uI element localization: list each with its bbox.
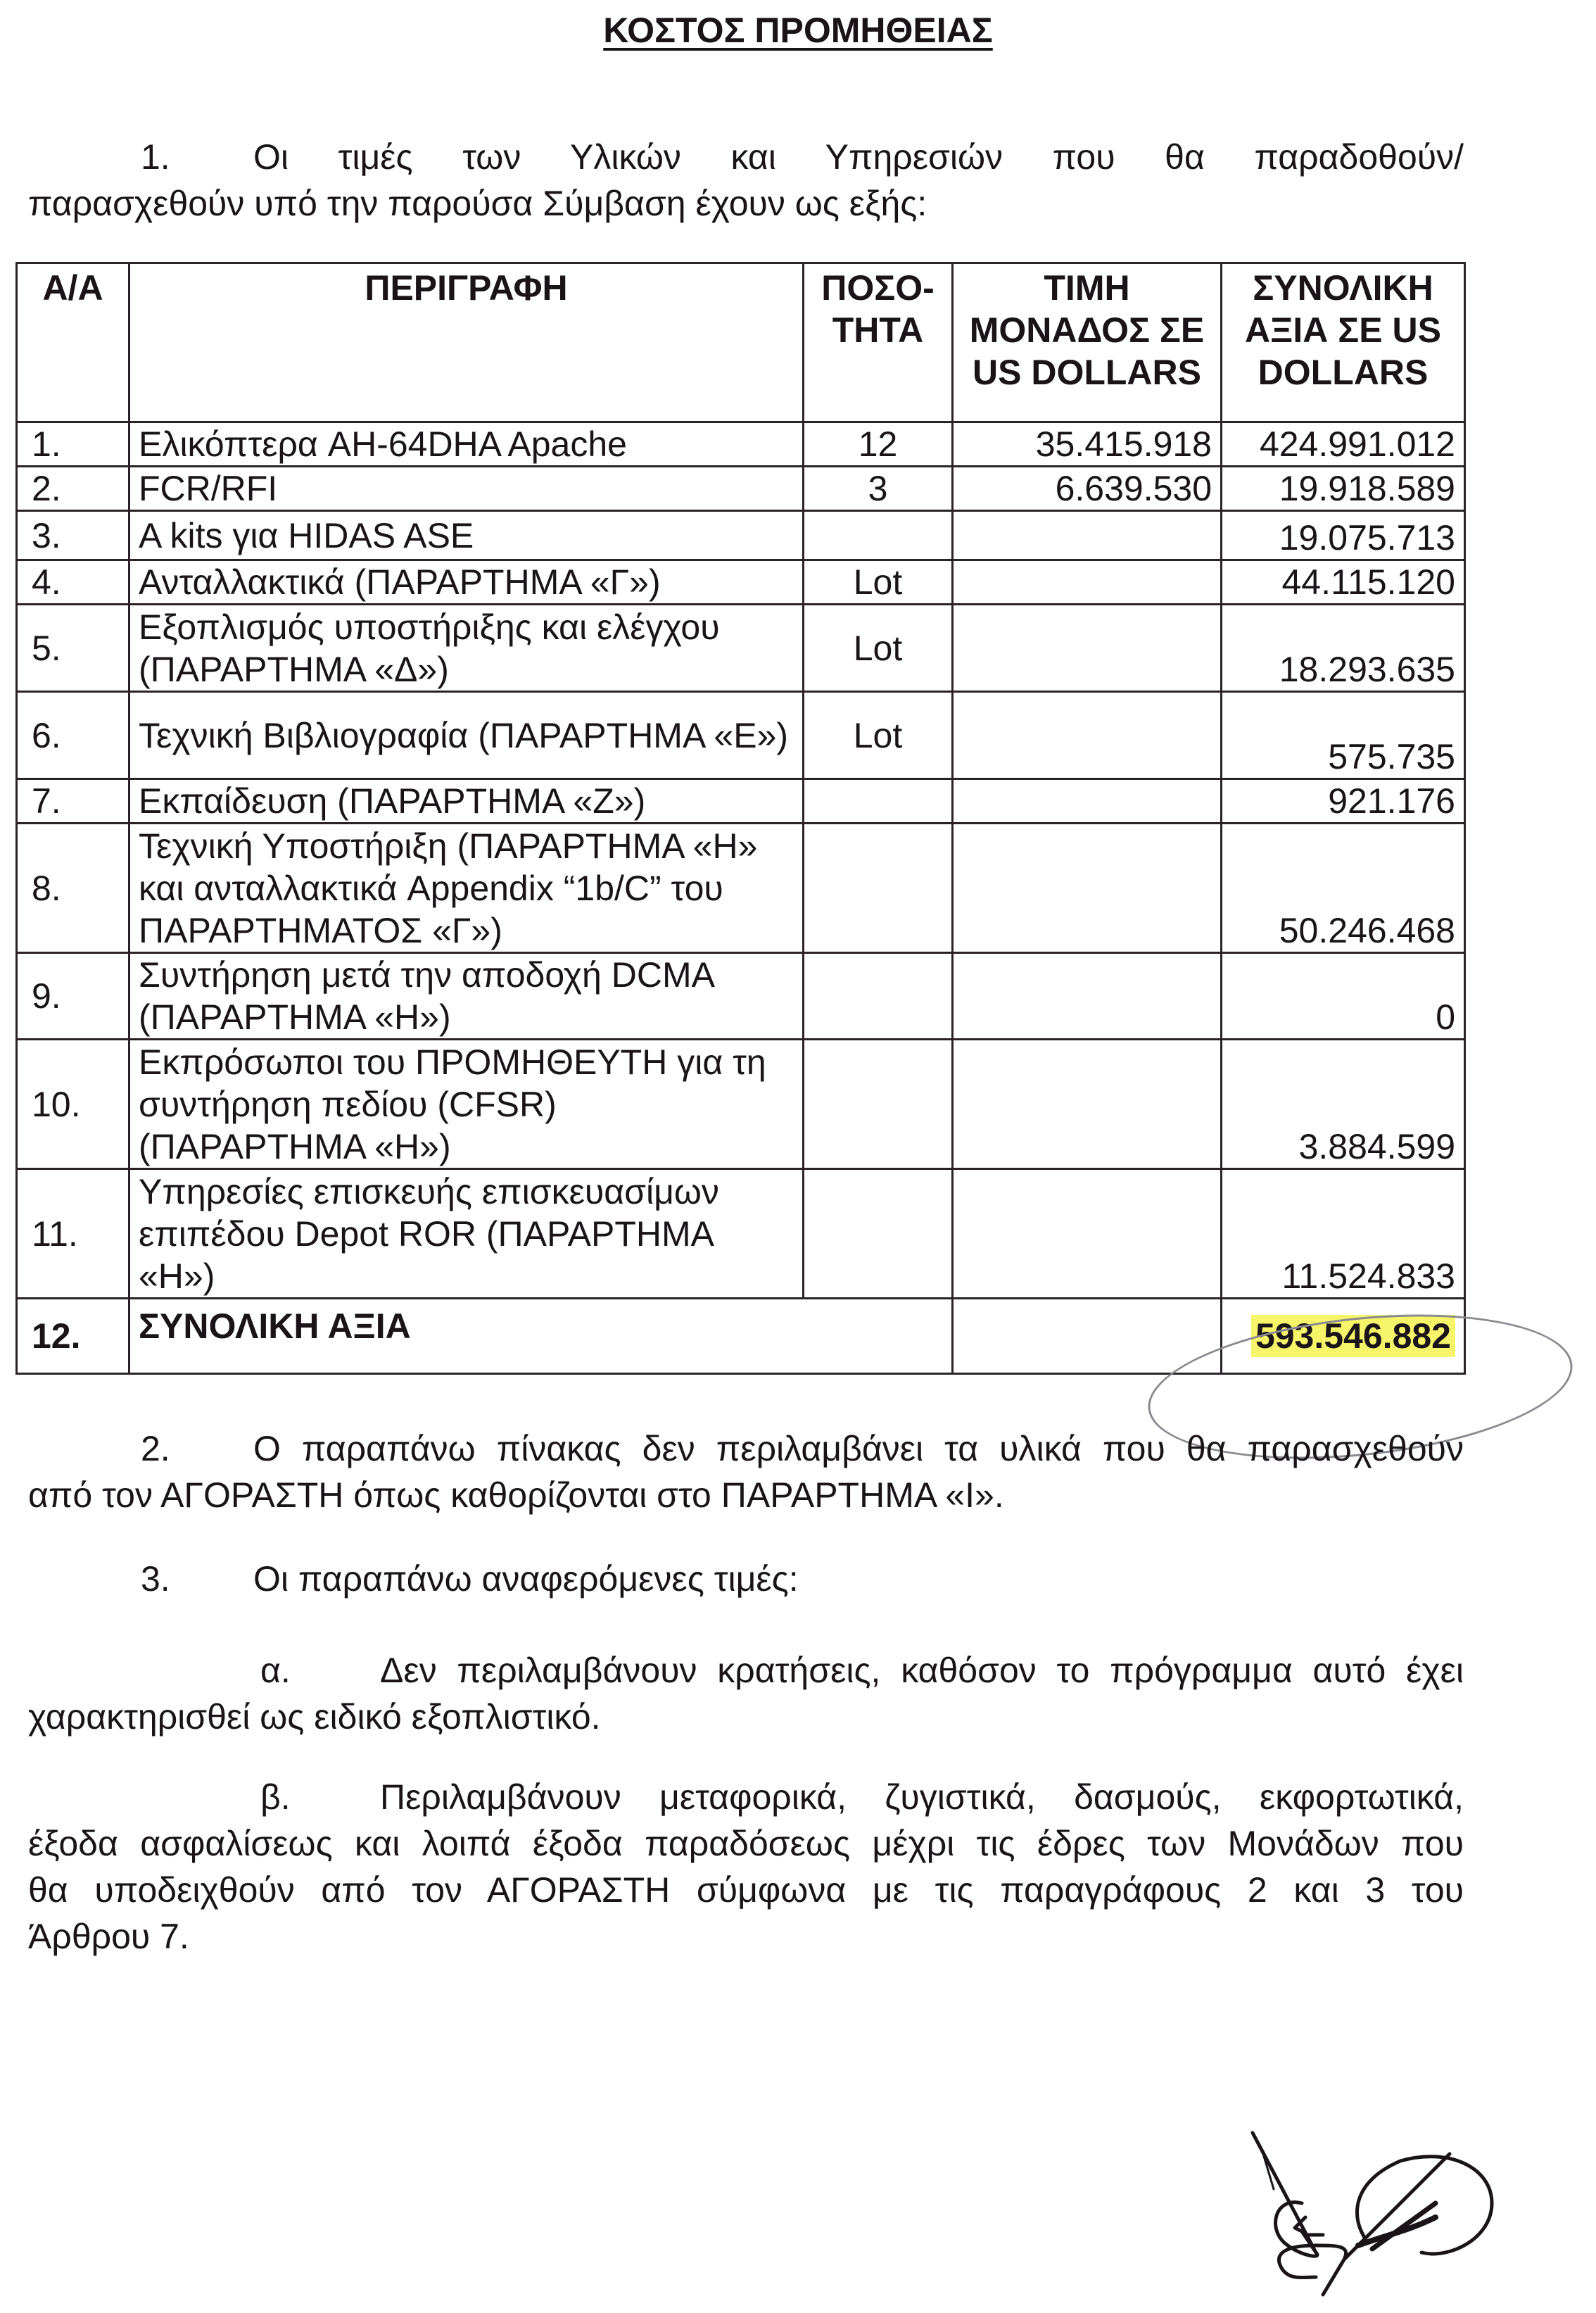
header-total-value: ΣΥΝΟΛΙΚΗ ΑΞΙΑ ΣΕ US DOLLARS — [1222, 263, 1465, 422]
row-unit-price — [953, 779, 1222, 824]
row-description: Ανταλλακτικά (ΠΑΡΑΡΤΗΜΑ «Γ») — [129, 560, 804, 605]
table-header-row — [17, 263, 1465, 422]
row-quantity: 12 — [804, 422, 953, 467]
paragraph-1 — [28, 134, 1464, 227]
row-unit-price — [953, 824, 1222, 953]
table-row — [17, 560, 1465, 605]
row-total: 19.075.713 — [1222, 511, 1465, 560]
sub-paragraph-a — [28, 1647, 1464, 1740]
row-total: 50.246.468 — [1222, 824, 1465, 953]
paragraph-2-number: 2. — [141, 1429, 170, 1468]
row-quantity — [804, 511, 953, 560]
sub-paragraph-a-label: α. — [260, 1651, 291, 1690]
paragraph-1-line-2: παρασχεθούν υπό την παρούσα Σύμβαση έχουν ως εξής: — [28, 184, 927, 223]
row-unit-price — [953, 560, 1222, 605]
row-total: 3.884.599 — [1222, 1040, 1465, 1169]
row-quantity — [804, 779, 953, 824]
table-row — [17, 422, 1465, 467]
table-row — [17, 824, 1465, 953]
paragraph-2-line-1: Ο παραπάνω πίνακας δεν περιλαμβάνει τα υλικά που θα παρασχεθούν — [253, 1429, 1464, 1468]
row-description: Εκπαίδευση (ΠΑΡΑΡΤΗΜΑ «Ζ») — [129, 779, 804, 824]
row-quantity — [804, 824, 953, 953]
row-aa: 4. — [17, 560, 129, 605]
header-aa: Α/Α — [17, 263, 129, 422]
row-quantity: Lot — [804, 560, 953, 605]
row-aa: 10. — [17, 1040, 129, 1169]
sub-paragraph-b-label: β. — [260, 1777, 291, 1817]
row-unit-price: 35.415.918 — [953, 422, 1222, 467]
paragraph-1-number: 1. — [141, 137, 170, 177]
row-total: 921.176 — [1222, 779, 1465, 824]
row-description: Εξοπλισμός υποστήριξης και ελέγχου (ΠΑΡΑΡΤΗΜΑ «Δ») — [129, 605, 804, 692]
table-row — [17, 1040, 1465, 1169]
row-total: 19.918.589 — [1222, 467, 1465, 511]
row-description: Συντήρηση μετά την αποδοχή DCMA (ΠΑΡΑΡΤΗΜΑ «Η») — [129, 953, 804, 1040]
title-text: ΚΟΣΤΟΣ ΠΡΟΜΗΘΕΙΑΣ — [603, 11, 993, 50]
paragraph-1-line-1: 1. Οι τιμές των Υλικών και Υπηρεσιών που θα παραδοθούν/ — [28, 134, 1464, 180]
header-description: ΠΕΡΙΓΡΑΦΗ — [129, 263, 804, 422]
document-title — [0, 10, 1596, 51]
total-row-value-cell — [1222, 1299, 1465, 1374]
row-unit-price — [953, 692, 1222, 779]
row-aa: 3. — [17, 511, 129, 560]
total-row-unit-empty — [953, 1299, 1222, 1374]
paragraph-2-line-2: από τον ΑΓΟΡΑΣΤΗ όπως καθορίζονται στο ΠΑΡΑΡΤΗΜΑ «Ι». — [28, 1475, 1004, 1515]
signature-icon — [1224, 2112, 1548, 2309]
cost-table — [15, 262, 1466, 1375]
header-unit-price: ΤΙΜΗ ΜΟΝΑΔΟΣ ΣΕ US DOLLARS — [953, 263, 1222, 422]
row-quantity: Lot — [804, 692, 953, 779]
row-total: 575.735 — [1222, 692, 1465, 779]
row-aa: 11. — [17, 1169, 129, 1299]
row-unit-price — [953, 605, 1222, 692]
sub-paragraph-b-line-2: έξοδα ασφαλίσεως και λοιπά έξοδα παραδόσεως μέχρι τις έδρες των Μονάδων που — [28, 1824, 1464, 1863]
sub-paragraph-b-line-3: θα υποδειχθούν από τον ΑΓΟΡΑΣΤΗ σύμφωνα με τις παραγράφους 2 και 3 του — [28, 1870, 1464, 1910]
row-total: 44.115.120 — [1222, 560, 1465, 605]
row-quantity — [804, 1040, 953, 1169]
row-quantity — [804, 1169, 953, 1299]
table-row — [17, 953, 1465, 1040]
row-description: Ελικόπτερα AH-64DHA Apache — [129, 422, 804, 467]
row-total: 0 — [1222, 953, 1465, 1040]
row-total: 11.524.833 — [1222, 1169, 1465, 1299]
row-total: 18.293.635 — [1222, 605, 1465, 692]
total-row-aa: 12. — [17, 1299, 129, 1374]
sub-paragraph-b-line-1: Περιλαμβάνουν μεταφορικά, ζυγιστικά, δασμούς, εκφορτωτικά, — [380, 1777, 1464, 1817]
row-quantity: 3 — [804, 467, 953, 511]
row-aa: 1. — [17, 422, 129, 467]
table-row — [17, 511, 1465, 560]
row-unit-price — [953, 1040, 1222, 1169]
row-unit-price: 6.639.530 — [953, 467, 1222, 511]
header-quantity: ΠΟΣΟ-ΤΗΤΑ — [804, 263, 953, 422]
row-aa: 5. — [17, 605, 129, 692]
table-row — [17, 1169, 1465, 1299]
row-description: A kits για HIDAS ASE — [129, 511, 804, 560]
grand-total-highlighted: 593.546.882 — [1251, 1315, 1455, 1357]
paragraph-3 — [28, 1556, 1464, 1602]
row-unit-price — [953, 1169, 1222, 1299]
total-row — [17, 1299, 1465, 1374]
row-aa: 9. — [17, 953, 129, 1040]
row-description: Τεχνική Βιβλιογραφία (ΠΑΡΑΡΤΗΜΑ «Ε») — [129, 692, 804, 779]
row-description: Εκπρόσωποι του ΠΡΟΜΗΘΕΥΤΗ για τη συντήρηση πεδίου (CFSR) (ΠΑΡΑΡΤΗΜΑ «Η») — [129, 1040, 804, 1169]
row-unit-price — [953, 953, 1222, 1040]
sub-paragraph-b — [28, 1774, 1464, 1960]
row-description: Υπηρεσίες επισκευής επισκευασίμων επιπέδου Depot ROR (ΠΑΡΑΡΤΗΜΑ «Η») — [129, 1169, 804, 1299]
row-description: FCR/RFI — [129, 467, 804, 511]
table-row — [17, 692, 1465, 779]
row-aa: 2. — [17, 467, 129, 511]
row-description: Τεχνική Υποστήριξη (ΠΑΡΑΡΤΗΜΑ «Η» και ανταλλακτικά Appendix “1b/C” του ΠΑΡΑΡΤΗΜΑΤΟΣ «Γ») — [129, 824, 804, 953]
row-aa: 8. — [17, 824, 129, 953]
row-unit-price — [953, 511, 1222, 560]
paragraph-2 — [28, 1425, 1464, 1518]
sub-paragraph-b-line-4: Άρθρου 7. — [28, 1917, 189, 1956]
paragraph-3-text: Οι παραπάνω αναφερόμενες τιμές: — [253, 1559, 799, 1599]
total-row-label: ΣΥΝΟΛΙΚΗ ΑΞΙΑ — [129, 1299, 953, 1374]
table-row — [17, 779, 1465, 824]
sub-paragraph-a-line-1: Δεν περιλαμβάνουν κρατήσεις, καθόσον το πρόγραμμα αυτό έχει — [380, 1651, 1464, 1690]
row-quantity — [804, 953, 953, 1040]
paragraph-3-number: 3. — [141, 1559, 170, 1599]
row-total: 424.991.012 — [1222, 422, 1465, 467]
sub-paragraph-a-line-2: χαρακτηρισθεί ως ειδικό εξοπλιστικό. — [28, 1697, 601, 1737]
table-row — [17, 467, 1465, 511]
row-quantity: Lot — [804, 605, 953, 692]
table-row — [17, 605, 1465, 692]
row-aa: 7. — [17, 779, 129, 824]
row-aa: 6. — [17, 692, 129, 779]
